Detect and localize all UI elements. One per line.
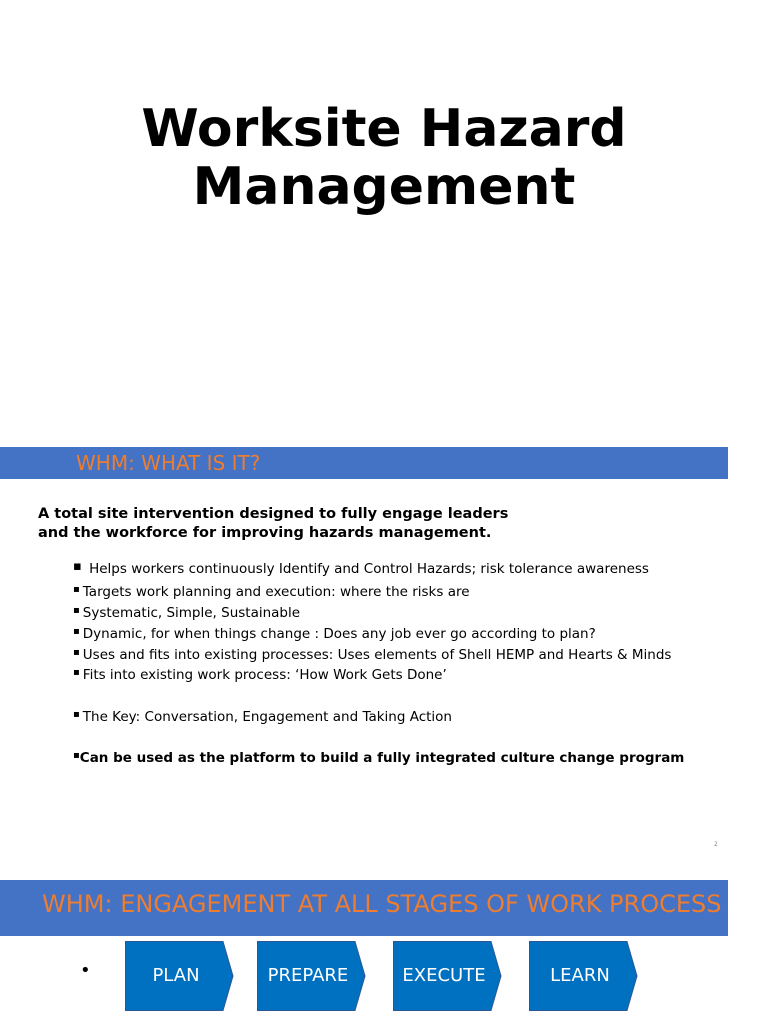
step-label-execute: EXECUTE [402,965,486,986]
bullet-item: ▪ Fits into existing work process: ‘How Work Gets Done’ [73,667,447,683]
step-label-learn: LEARN [550,965,610,986]
bullet-marker: ▪ [73,750,80,761]
intro-line2: and the workforce for improving hazards management. [38,525,492,541]
bullet-marker: ▪ [73,559,82,574]
slide-title [0,100,768,216]
section-heading-whm-what: WHM: WHAT IS IT? [76,451,261,475]
slide-title-line1: Worksite Hazard [141,99,627,159]
bullet-item: ▪ The Key: Conversation, Engagement and Taking Action [73,709,452,725]
bullet-marker: ▪ [73,647,80,658]
intro-text [38,505,738,543]
bullet-item: ▪ Dynamic, for when things change : Does any job ever go according to plan? [73,626,596,642]
bullet-marker: ▪ [73,605,80,616]
step-label-plan: PLAN [152,965,200,986]
bullet-item: ▪ Helps workers continuously Identify and Control Hazards; risk tolerance awareness [73,559,649,577]
bullet-marker: ▪ [73,709,80,720]
bullet-item: ▪ Uses and fits into existing processes: Uses elements of Shell HEMP and Hearts & Minds [73,647,672,663]
bullet-marker: ▪ [73,584,80,595]
bullet-item: ▪ Systematic, Simple, Sustainable [73,605,301,621]
bullet-marker: ▪ [73,626,80,637]
intro-line1: A total site intervention designed to fully engage leaders [38,506,509,522]
bullet-item: ▪Can be used as the platform to build a fully integrated culture change program [73,750,685,766]
bullet-item: ▪ Targets work planning and execution: where the risks are [73,584,470,600]
bullet-marker: ▪ [73,667,80,678]
section-heading-band-whm-what [0,447,728,479]
slide-title-line2: Management [192,157,576,217]
step-label-prepare: PREPARE [267,965,349,986]
section-heading-band-engagement [0,880,728,936]
slide-number: 2 [714,841,718,848]
bullet-dot: • [80,960,91,981]
section-heading-engagement: WHM: ENGAGEMENT AT ALL STAGES OF WORK PROCESS [42,890,722,918]
